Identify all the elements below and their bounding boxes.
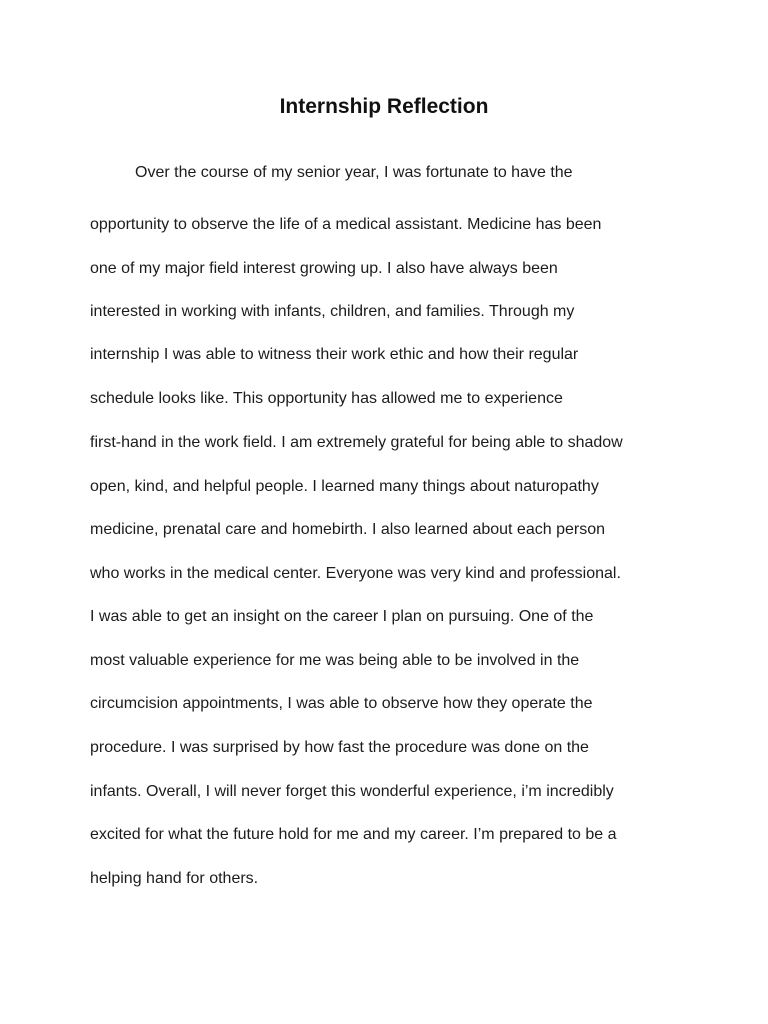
paragraph-line: excited for what the future hold for me and my career. I’m prepared to be a: [90, 826, 617, 843]
paragraph-line: first-hand in the work field. I am extremely grateful for being able to shadow: [90, 434, 623, 451]
paragraph-line: who works in the medical center. Everyone was very kind and professional.: [90, 565, 621, 582]
paragraph-line: I was able to get an insight on the career I plan on pursuing. One of the: [90, 608, 594, 625]
paragraph-line: schedule looks like. This opportunity has allowed me to experience: [90, 390, 563, 407]
paragraph-line: procedure. I was surprised by how fast the procedure was done on the: [90, 739, 589, 756]
paragraph-line: one of my major field interest growing up. I also have always been: [90, 260, 558, 277]
paragraph-line: internship I was able to witness their work ethic and how their regular: [90, 346, 579, 363]
document-title: Internship Reflection: [279, 95, 489, 118]
paragraph-line: interested in working with infants, children, and families. Through my: [90, 303, 575, 320]
paragraph-line: Over the course of my senior year, I was fortunate to have the: [135, 164, 573, 181]
paragraph-line: open, kind, and helpful people. I learned many things about naturopathy: [90, 478, 599, 495]
paragraph-line: medicine, prenatal care and homebirth. I also learned about each person: [90, 521, 605, 538]
paragraph-line: circumcision appointments, I was able to observe how they operate the: [90, 695, 593, 712]
paragraph-line: opportunity to observe the life of a medical assistant. Medicine has been: [90, 216, 602, 233]
paragraph-line: helping hand for others.: [90, 870, 259, 887]
paragraph-line: most valuable experience for me was being able to be involved in the: [90, 652, 580, 669]
paragraph-line: infants. Overall, I will never forget this wonderful experience, i’m incredibly: [90, 783, 614, 800]
